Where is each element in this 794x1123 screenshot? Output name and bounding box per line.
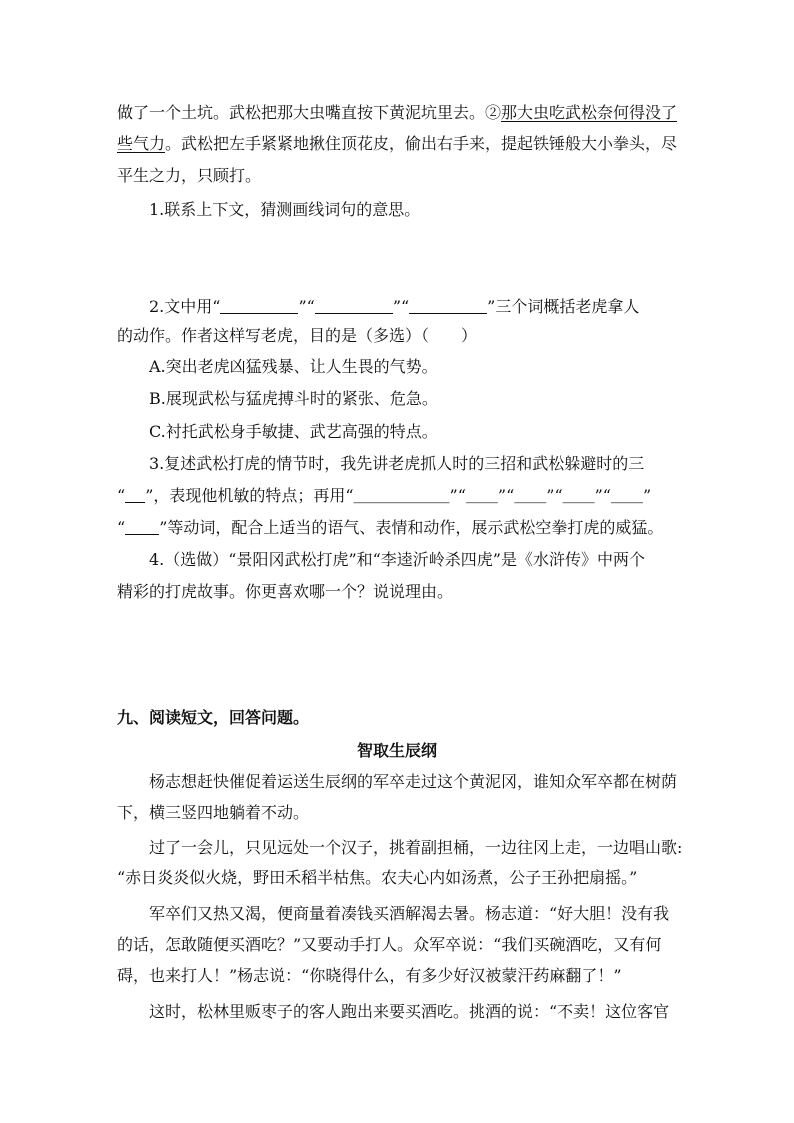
fill-blank[interactable] <box>315 297 393 314</box>
question-1: 1.联系上下文，猜测画线词句的意思。 <box>149 200 421 219</box>
passage-line-3 <box>117 165 261 187</box>
underlined-phrase: 些气力 <box>117 134 166 153</box>
question-3-line-2: “ ”，表现他机敏的特点；再用“＿＿＿＿＿＿”“＿＿”“＿＿”“＿＿”“＿＿” <box>117 486 652 505</box>
fill-blank[interactable] <box>125 518 159 535</box>
paragraph-line: 碍，也来打人！”杨志说：“你晓得什么，有多少好汉被蒙汗药麻翻了！” <box>117 966 622 985</box>
fill-blank[interactable] <box>220 297 298 314</box>
option-c[interactable]: C.衬托武松身手敏捷、武艺高强的特点。 <box>149 422 438 441</box>
question-2: 2.文中用“ ”“ ”“ ”三个词概括老虎拿人 <box>149 297 640 316</box>
underlined-phrase: 那大虫吃武松奈何得没了 <box>501 103 678 122</box>
fill-blank[interactable] <box>409 297 487 314</box>
question-4: 4.（选做）“景阳冈武松打虎”和“李逵沂岭杀四虎”是《水浒传》中两个 <box>149 550 645 569</box>
passage-text: 。武松把左手紧紧地揪住顶花皮，偷出右手来，提起铁锤般大小拳头，尽 <box>165 134 678 153</box>
paragraph-line: “赤日炎炎似火烧，野田禾稻半枯焦。农夫心内如汤煮，公子王孙把扇摇。” <box>117 868 638 887</box>
option-a[interactable]: A.突出老虎凶猛残暴、让人生畏的气势。 <box>149 357 438 376</box>
section-heading: 九、阅读短文，回答问题。 <box>117 708 310 727</box>
question-3: 3.复述武松打虎的情节时，我先讲老虎抓人时的三招和武松躲避时的三 <box>149 454 645 473</box>
paragraph-line: 杨志想赶快催促着运送生辰纲的军卒走过这个黄泥冈，谁知众军卒都在树荫 <box>149 772 678 791</box>
passage-text: 平生之力，只顾打。 <box>117 166 262 185</box>
paragraph-line: 军卒们又热又渴，便商量着凑钱买酒解渴去暑。杨志道：“好大胆！没有我 <box>149 904 670 923</box>
question-3-line-3: “ ”等动词，配合上适当的语气、表情和动作，展示武松空拳打虎的威猛。 <box>117 518 664 537</box>
fill-blank[interactable] <box>125 486 145 503</box>
paragraph-line: 这时，松林里贩枣子的客人跑出来要买酒吃。挑酒的说：“不卖！这位客官 <box>149 1002 670 1021</box>
paragraph-line: 的话，怎敢随便买酒吃？”又要动手打人。众军卒说：“我们买碗酒吃，又有何 <box>117 935 662 954</box>
paragraph-line: 过了一会儿，只见远处一个汉子，挑着副担桶，一边往冈上走，一边唱山歌: <box>149 838 683 857</box>
question-2-line-2: 的动作。作者这样写老虎，目的是（多选）（ ） <box>117 326 478 345</box>
passage-line-2 <box>117 133 677 155</box>
paragraph-line: 下，横三竖四地躺着不动。 <box>117 803 310 822</box>
passage-title: 智取生辰纲 <box>356 741 437 760</box>
passage-line-1 <box>117 102 677 124</box>
passage-text: 做了一个土坑。武松把那大虫嘴直按下黄泥坑里去。② <box>117 103 502 122</box>
question-4-line-2: 精彩的打虎故事。你更喜欢哪一个？说说理由。 <box>117 582 454 601</box>
option-b[interactable]: B.展现武松与猛虎搏斗时的紧张、危急。 <box>149 389 438 408</box>
